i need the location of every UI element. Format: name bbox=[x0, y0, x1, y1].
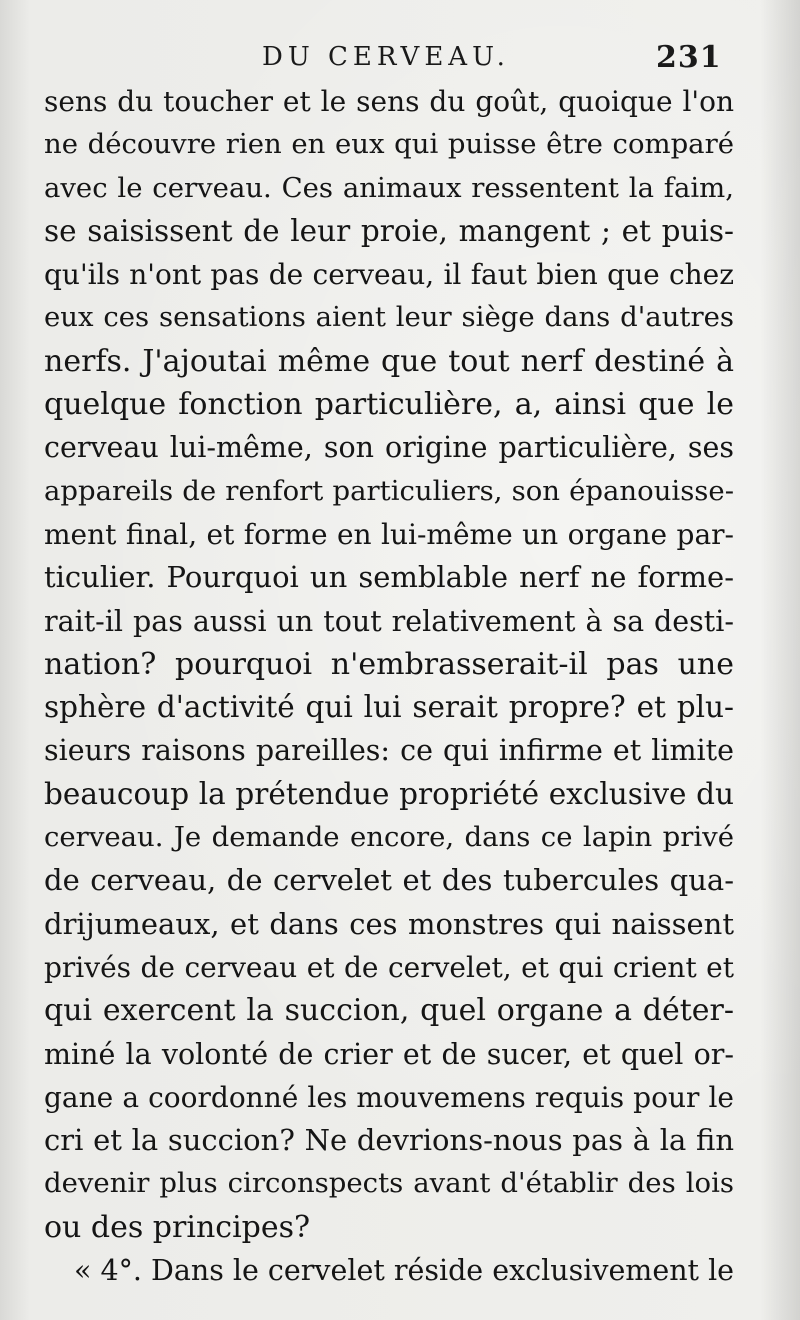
text-line: nation? pourquoi n'embrasserait-il pas une bbox=[44, 646, 734, 682]
text-line: sphère d'activité qui lui serait propre? et plu- bbox=[44, 690, 734, 725]
text-line: gane a coordonné les mouvemens requis pour le bbox=[44, 1080, 734, 1114]
text-line: ne découvre rien en eux qui puisse être comparé bbox=[44, 128, 734, 161]
text-line: eux ces sensations aient leur siège dans d'autres bbox=[44, 301, 734, 334]
text-line: se saisissent de leur proie, mangent ; et puis- bbox=[44, 213, 734, 248]
text-line: cri et la succion? Ne devrions-nous pas à la fin bbox=[44, 1123, 734, 1158]
text-line: ticulier. Pourquoi un semblable nerf ne forme- bbox=[44, 560, 734, 595]
text-line: sens du toucher et le sens du goût, quoique l'on bbox=[44, 85, 734, 118]
page-number: 231 bbox=[656, 40, 722, 75]
text-line: devenir plus circonspects avant d'établir des lois bbox=[44, 1167, 734, 1200]
text-line-new-paragraph: « 4°. Dans le cervelet réside exclusivement le bbox=[74, 1254, 735, 1288]
text-line: qu'ils n'ont pas de cerveau, il faut bien que chez bbox=[44, 258, 734, 292]
text-line: quelque fonction particulière, a, ainsi que le bbox=[44, 387, 734, 423]
page-header bbox=[0, 40, 800, 80]
text-line: drijumeaux, et dans ces monstres qui naissent bbox=[44, 906, 734, 941]
text-line: sieurs raisons pareilles: ce qui infirme et limite bbox=[44, 734, 734, 768]
text-line: privés de cerveau et de cervelet, et qui crient et bbox=[44, 950, 734, 984]
text-line: de cerveau, de cervelet et des tubercules qua- bbox=[44, 863, 734, 898]
text-line: qui exercent la succion, quel organe a déter- bbox=[44, 993, 734, 1029]
text-line: avec le cerveau. Ces animaux ressentent la faim, bbox=[44, 171, 734, 204]
body-text bbox=[44, 80, 734, 1292]
text-line-paragraph-end: ou des principes? bbox=[44, 1209, 311, 1245]
text-line: nerfs. J'ajoutai même que tout nerf destiné à bbox=[44, 343, 734, 379]
text-line: beaucoup la prétendue propriété exclusive du bbox=[44, 776, 734, 811]
text-line: appareils de renfort particuliers, son épanouisse- bbox=[44, 474, 734, 507]
running-head: DU CERVEAU. bbox=[262, 42, 510, 72]
text-line: rait-il pas aussi un tout relativement à sa desti- bbox=[44, 604, 734, 638]
page-edge-shadow bbox=[760, 0, 800, 1320]
text-line: cerveau. Je demande encore, dans ce lapin privé bbox=[44, 821, 734, 854]
text-line: ment final, et forme en lui-même un organe par- bbox=[44, 517, 734, 551]
text-line: miné la volonté de crier et de sucer, et quel or- bbox=[44, 1037, 734, 1071]
text-line: cerveau lui-même, son origine particulière, ses bbox=[44, 431, 734, 465]
